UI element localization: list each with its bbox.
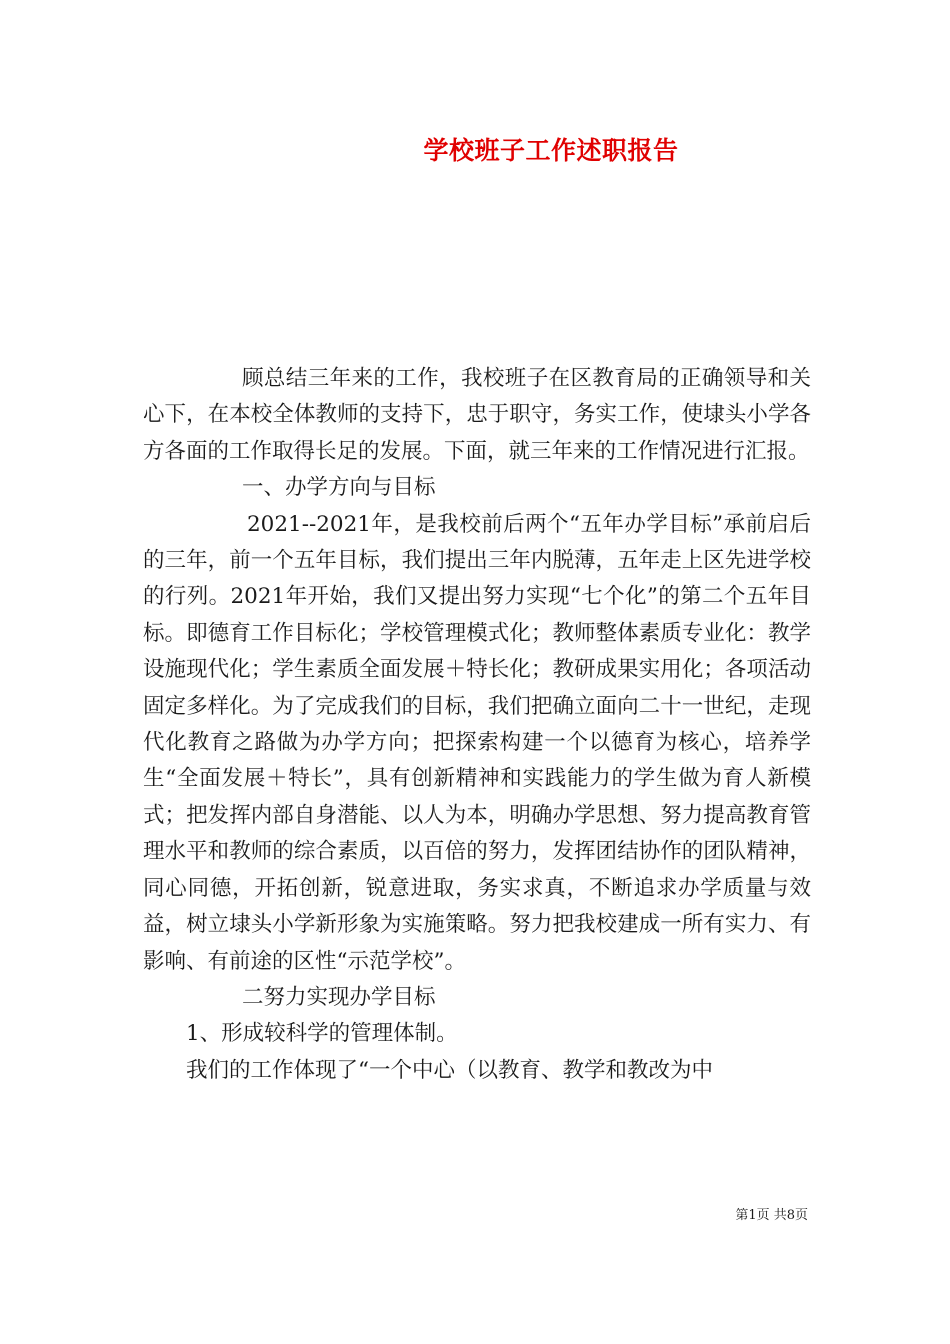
paragraph-direction: 2021--2021年，是我校前后两个“五年办学目标”承前启后的三年，前一个五年目标，我们提出三年内脱薄，五年走上区先进学校的行列。2021年开始，我们又提出努力实现“七个化”的第二个五年目标。即德育工作目标化；学校管理模式化；教师整体素质专业化：教学设施现代化；学生素质全面发展＋特长化；教研成果实用化；各项活动固定多样化。为了完成我们的目标，我们把确立面向二十一世纪，走现代化教育之路做为办学方向；把探索构建一个以德育为核心，培养学生“全面发展＋特长”，具有创新精神和实践能力的学生做为育人新模式；把发挥内部自身潜能、以人为本，明确办学思想、努力提高教育管理水平和教师的综合素质，以百倍的努力，发挥团结协作的团队精神，同心同德，开拓创新，锐意进取，务实求真，不断追求办学质量与效益，树立埭头小学新形象为实施策略。努力把我校建成一所有实力、有影响、有前途的区性“示范学校”。: [143, 511, 811, 974]
paragraph-management: 我们的工作体现了“一个中心（以教育、教学和教改为中: [186, 1057, 713, 1083]
section-heading-1: 一、办学方向与目标: [242, 475, 436, 501]
document-body: [143, 361, 811, 1089]
paragraph-intro: 顾总结三年来的工作，我校班子在区教育局的正确领导和关心下，在本校全体教师的支持下，忠于职守，务实工作，使埭头小学各方各面的工作取得长足的发展。下面，就三年来的工作情况进行汇报。: [143, 366, 811, 464]
section-heading-2: 二努力实现办学目标: [242, 984, 436, 1010]
subsection-heading-1: 1、形成较科学的管理体制。: [186, 1021, 458, 1047]
document-title: 学校班子工作述职报告: [423, 136, 679, 165]
page-number: 第1页 共8页: [735, 1208, 808, 1223]
